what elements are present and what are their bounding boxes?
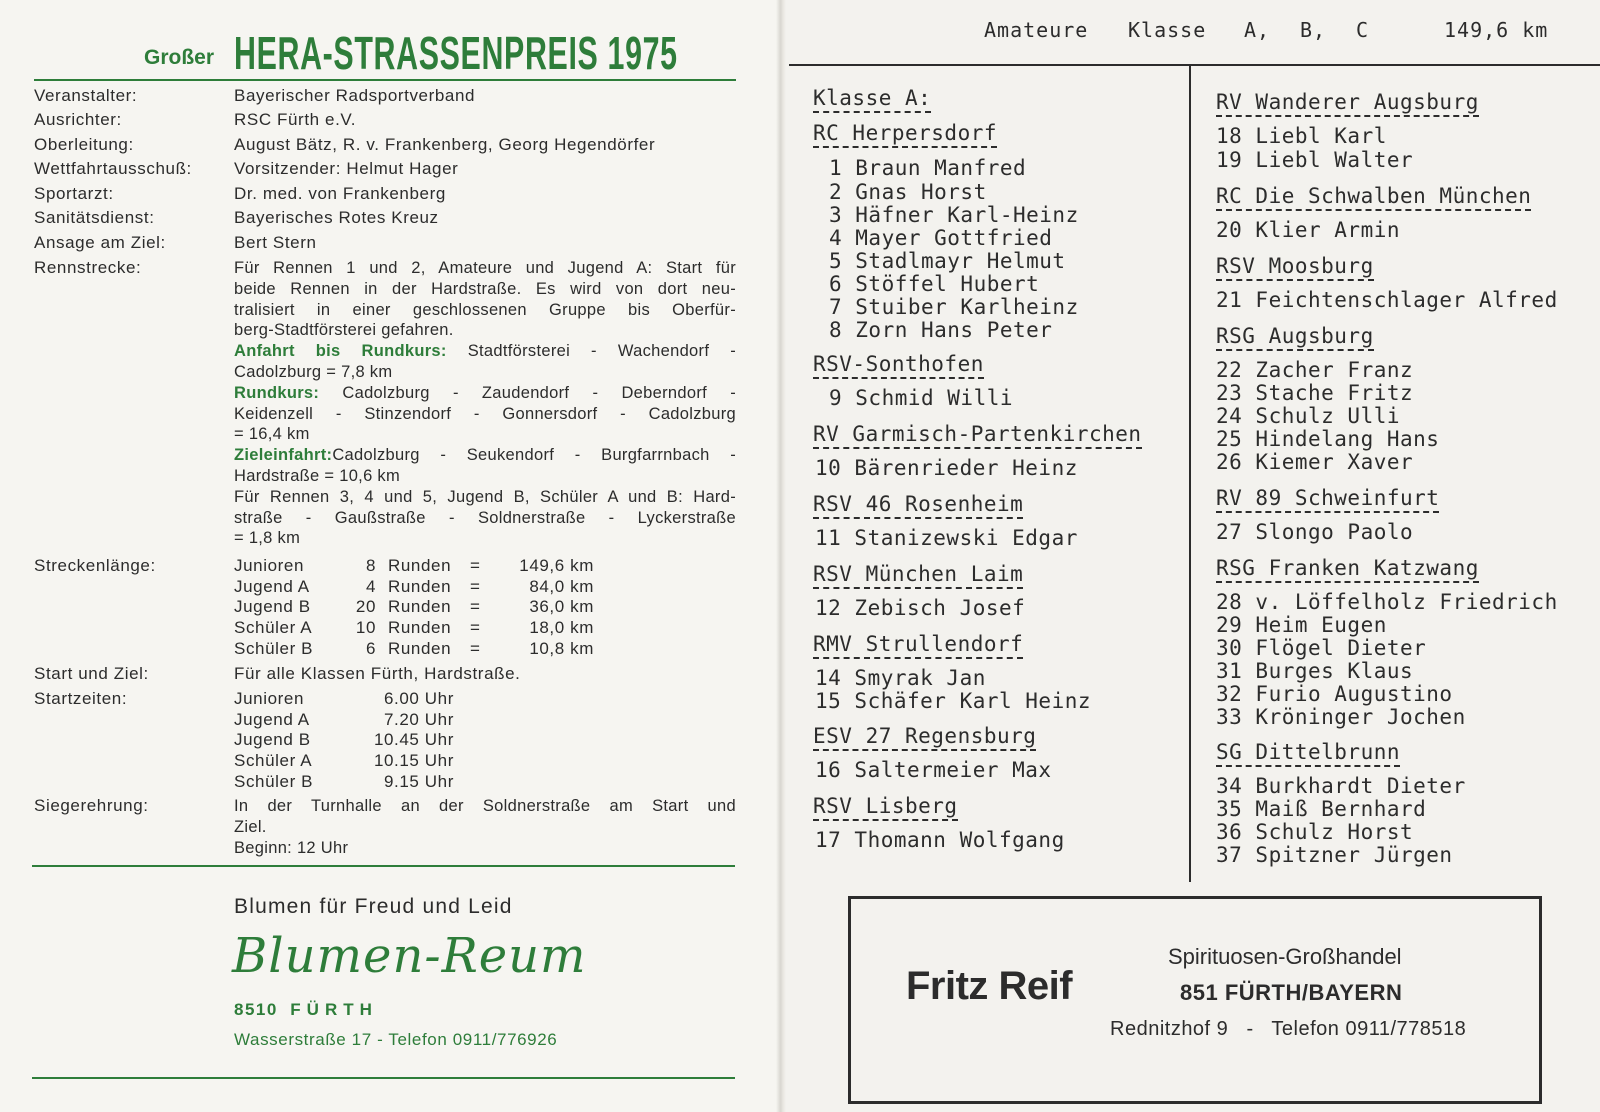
rider-entry: 22 Zacher Franz	[1216, 358, 1414, 382]
km-cell: 36,0 km	[529, 597, 594, 617]
info-label: Sanitätsdienst:	[34, 208, 155, 227]
time-cell: 6.00 Uhr	[383, 689, 454, 708]
table-row	[234, 577, 594, 597]
header-category: Amateure	[984, 18, 1089, 42]
rider-entry: 19 Liebl Walter	[1216, 148, 1414, 172]
rider-entry: 29 Heim Eugen	[1216, 613, 1387, 637]
club-name: SG Dittelbrunn	[1216, 740, 1400, 767]
text-line: tralisiert in einer geschlossenen Gruppe bis Oberfür-	[234, 300, 736, 319]
text-line: Für Rennen 3, 4 und 5, Jugend B, Schüler A und B: Hard-	[234, 487, 736, 506]
start-ziel-label: Start und Ziel:	[34, 664, 149, 683]
unit-cell: Runden	[388, 597, 452, 617]
time-cell: 10.45 Uhr	[373, 730, 454, 750]
table-row	[234, 710, 454, 730]
divider	[32, 1077, 735, 1079]
table-row	[234, 639, 594, 659]
rounds-cell: 10	[355, 618, 376, 638]
siegerehrung-text	[234, 796, 736, 858]
info-label: Oberleitung:	[34, 135, 134, 154]
rundkurs-text: Cadolzburg - Zaudendorf - Deberndorf -	[319, 383, 736, 402]
time-cell: 7.20 Uhr	[383, 709, 454, 729]
rider-entry: 34 Burkhardt Dieter	[1216, 774, 1466, 798]
text-line: = 1,8 km	[234, 529, 301, 548]
text-line: straße - Gaußstraße - Soldnerstraße - Lyckerstraße	[234, 508, 736, 527]
header-class-c: C	[1356, 18, 1370, 42]
club-name: RMV Strullendorf	[813, 632, 1023, 659]
class-cell: Schüler A	[234, 618, 313, 638]
info-value: August Bätz, R. v. Frankenberg, Georg Hegendörfer	[234, 135, 656, 154]
rider-entry: 4 Mayer Gottfried	[829, 226, 1053, 250]
klasse-heading: Klasse A:	[813, 86, 931, 113]
text-line: Beginn: 12 Uhr	[234, 838, 349, 857]
club-name: RV 89 Schweinfurt	[1216, 486, 1439, 513]
header-klasse: Klasse	[1128, 18, 1207, 42]
club-name: ESV 27 Regensburg	[813, 724, 1036, 751]
table-row	[234, 556, 594, 576]
class-cell: Junioren	[234, 689, 305, 708]
rider-entry: 21 Feichtenschlager Alfred	[1216, 288, 1558, 312]
streckenlaenge-label: Streckenlänge:	[34, 556, 156, 575]
equals-cell: =	[470, 597, 481, 617]
text-line: Keidenzell - Stinzendorf - Gonnersdorf - Cadolzburg	[234, 404, 736, 423]
ad-city-name: FÜRTH	[290, 1000, 378, 1019]
table-top-rule	[789, 64, 1600, 66]
rounds-cell: 20	[355, 597, 376, 617]
km-cell: 149,6 km	[519, 556, 594, 575]
header-class-a: A,	[1244, 18, 1271, 42]
text-line: Cadolzburg = 7,8 km	[234, 362, 393, 381]
info-value: Bert Stern	[234, 233, 317, 252]
rider-entry: 2 Gnas Horst	[829, 180, 987, 204]
rider-entry: 10 Bärenrieder Heinz	[815, 456, 1078, 480]
rider-entry: 26 Kiemer Xaver	[1216, 450, 1414, 474]
info-label: Sportarzt:	[34, 184, 114, 203]
divider	[34, 79, 736, 81]
ad-city: 851 FÜRTH/BAYERN	[1180, 980, 1403, 1005]
club-name: RSG Augsburg	[1216, 324, 1374, 351]
class-cell: Schüler B	[234, 638, 314, 658]
km-cell: 84,0 km	[529, 576, 594, 596]
rider-entry: 25 Hindelang Hans	[1216, 427, 1440, 451]
info-label: Ausrichter:	[34, 110, 122, 129]
header-class-b: B,	[1300, 18, 1327, 42]
text-line: beide Rennen in der Hardstraße. Es wird von dort neu-	[234, 279, 736, 298]
table-row	[234, 618, 594, 638]
rider-entry: 23 Stache Fritz	[1216, 381, 1414, 405]
equals-cell: =	[470, 576, 481, 596]
info-label: Rennstrecke:	[34, 258, 142, 277]
club-name: RSG Franken Katzwang	[1216, 556, 1479, 583]
time-cell: 9.15 Uhr	[383, 771, 454, 791]
club-name: RC Herpersdorf	[813, 121, 997, 148]
info-value: RSC Fürth e.V.	[234, 110, 357, 129]
rider-entry: 31 Burges Klaus	[1216, 659, 1414, 683]
unit-cell: Runden	[388, 556, 452, 575]
rider-entry: 11 Stanizewski Edgar	[815, 526, 1078, 550]
table-row	[234, 751, 454, 771]
table-row	[234, 597, 594, 617]
club-name: RSV München Laim	[813, 562, 1023, 589]
equals-cell: =	[470, 638, 481, 658]
club-name: RSV 46 Rosenheim	[813, 492, 1023, 519]
info-value: Bayerisches Rotes Kreuz	[234, 208, 439, 227]
anfahrt-text: Stadtförsterei - Wachendorf -	[446, 342, 737, 361]
rider-entry: 30 Flögel Dieter	[1216, 636, 1427, 660]
km-cell: 10,8 km	[529, 638, 594, 658]
rider-entry: 27 Slongo Paolo	[1216, 520, 1414, 544]
rider-entry: 14 Smyrak Jan	[815, 666, 986, 690]
info-label: Wettfahrtausschuß:	[34, 159, 192, 178]
unit-cell: Runden	[388, 576, 452, 596]
text-line: Hardstraße = 10,6 km	[234, 466, 401, 485]
unit-cell: Runden	[388, 618, 452, 638]
anfahrt-label: Anfahrt bis Rundkurs:	[234, 342, 447, 361]
rider-entry: 17 Thomann Wolfgang	[815, 828, 1065, 852]
page-fold	[776, 0, 786, 1112]
ad-address: Wasserstraße 17 - Telefon 0911/776926	[234, 1030, 558, 1049]
start-ziel-value: Für alle Klassen Fürth, Hardstraße.	[234, 664, 521, 683]
table-row	[234, 772, 454, 792]
rennstrecke-text	[234, 258, 736, 549]
club-name: RV Wanderer Augsburg	[1216, 90, 1479, 117]
page-title: HERA-STRASSENPREIS 1975	[234, 27, 678, 79]
text-line: Ziel.	[234, 817, 267, 836]
info-value: Vorsitzender: Helmut Hager	[234, 159, 459, 178]
text-line: berg-Stadtförsterei gefahren.	[234, 321, 454, 340]
text-line: In der Turnhalle an der Soldnerstraße am Start und	[234, 797, 736, 815]
rider-entry: 36 Schulz Horst	[1216, 820, 1414, 844]
rider-entry: 20 Klier Armin	[1216, 218, 1401, 242]
rider-entry: 15 Schäfer Karl Heinz	[815, 689, 1092, 713]
rounds-cell: 6	[365, 638, 376, 658]
table-row	[234, 730, 454, 750]
ad-business: Spirituosen-Großhandel	[1168, 944, 1402, 969]
rider-entry: 1 Braun Manfred	[829, 156, 1027, 180]
class-cell: Jugend B	[234, 597, 311, 617]
class-cell: Jugend B	[234, 730, 311, 750]
table-row	[234, 689, 454, 709]
km-cell: 18,0 km	[529, 618, 594, 638]
rider-entry: 18 Liebl Karl	[1216, 124, 1387, 148]
info-value: Bayerischer Radsportverband	[234, 86, 476, 105]
unit-cell: Runden	[388, 638, 452, 658]
ad-postcode: 8510	[234, 1000, 278, 1019]
text-line: Für Rennen 1 und 2, Amateure und Jugend A: Start für	[234, 259, 736, 277]
rider-entry: 28 v. Löffelholz Friedrich	[1216, 590, 1558, 614]
rider-entry: 32 Furio Augustino	[1216, 682, 1453, 706]
info-label: Ansage am Ziel:	[34, 233, 166, 252]
zieleinfahrt-label: Zieleinfahrt:	[234, 446, 333, 465]
info-label: Veranstalter:	[34, 86, 138, 105]
ad-address: Rednitzhof 9 - Telefon 0911/778518	[1110, 1018, 1467, 1040]
class-cell: Jugend A	[234, 709, 310, 729]
club-name: RSV-Sonthofen	[813, 352, 984, 379]
info-value: Dr. med. von Frankenberg	[234, 184, 446, 203]
rider-entry: 37 Spitzner Jürgen	[1216, 843, 1453, 867]
class-cell: Junioren	[234, 556, 305, 575]
startzeiten-label: Startzeiten:	[34, 689, 128, 708]
rider-entry: 33 Kröninger Jochen	[1216, 705, 1466, 729]
rider-entry: 7 Stuiber Karlheinz	[829, 295, 1079, 319]
ad-company-name: Fritz Reif	[906, 964, 1073, 1008]
ad-logo-script: Blumen-Reum	[232, 928, 587, 984]
title-prefix: Großer	[144, 46, 215, 69]
rider-entry: 35 Maiß Bernhard	[1216, 797, 1427, 821]
class-cell: Schüler A	[234, 751, 313, 771]
class-cell: Jugend A	[234, 576, 310, 596]
class-cell: Schüler B	[234, 771, 314, 791]
rider-entry: 8 Zorn Hans Peter	[829, 318, 1053, 342]
zieleinfahrt-text: Cadolzburg - Seukendorf - Burgfarrnbach -	[332, 446, 736, 465]
rider-entry: 24 Schulz Ulli	[1216, 404, 1401, 428]
rider-entry: 3 Häfner Karl-Heinz	[829, 203, 1079, 227]
club-name: RSV Moosburg	[1216, 254, 1374, 281]
club-name: RC Die Schwalben München	[1216, 184, 1531, 211]
ad-tagline: Blumen für Freud und Leid	[234, 895, 513, 918]
rounds-cell: 8	[365, 556, 376, 575]
rider-entry: 5 Stadlmayr Helmut	[829, 249, 1066, 273]
club-name: RSV Lisberg	[813, 794, 958, 821]
equals-cell: =	[470, 556, 481, 575]
time-cell: 10.15 Uhr	[373, 751, 454, 771]
ad-city	[234, 1000, 378, 1020]
siegerehrung-label: Siegerehrung:	[34, 796, 149, 815]
rounds-cell: 4	[365, 576, 376, 596]
equals-cell: =	[470, 618, 481, 638]
rider-entry: 12 Zebisch Josef	[815, 596, 1026, 620]
club-name: RV Garmisch-Partenkirchen	[813, 422, 1142, 449]
rider-entry: 16 Saltermeier Max	[815, 758, 1052, 782]
column-divider	[1189, 66, 1191, 882]
header-distance: 149,6 km	[1444, 18, 1549, 42]
divider	[32, 865, 735, 867]
rundkurs-label: Rundkurs:	[234, 383, 320, 402]
text-line: = 16,4 km	[234, 425, 310, 444]
rider-entry: 9 Schmid Willi	[829, 386, 1014, 410]
rider-entry: 6 Stöffel Hubert	[829, 272, 1040, 296]
